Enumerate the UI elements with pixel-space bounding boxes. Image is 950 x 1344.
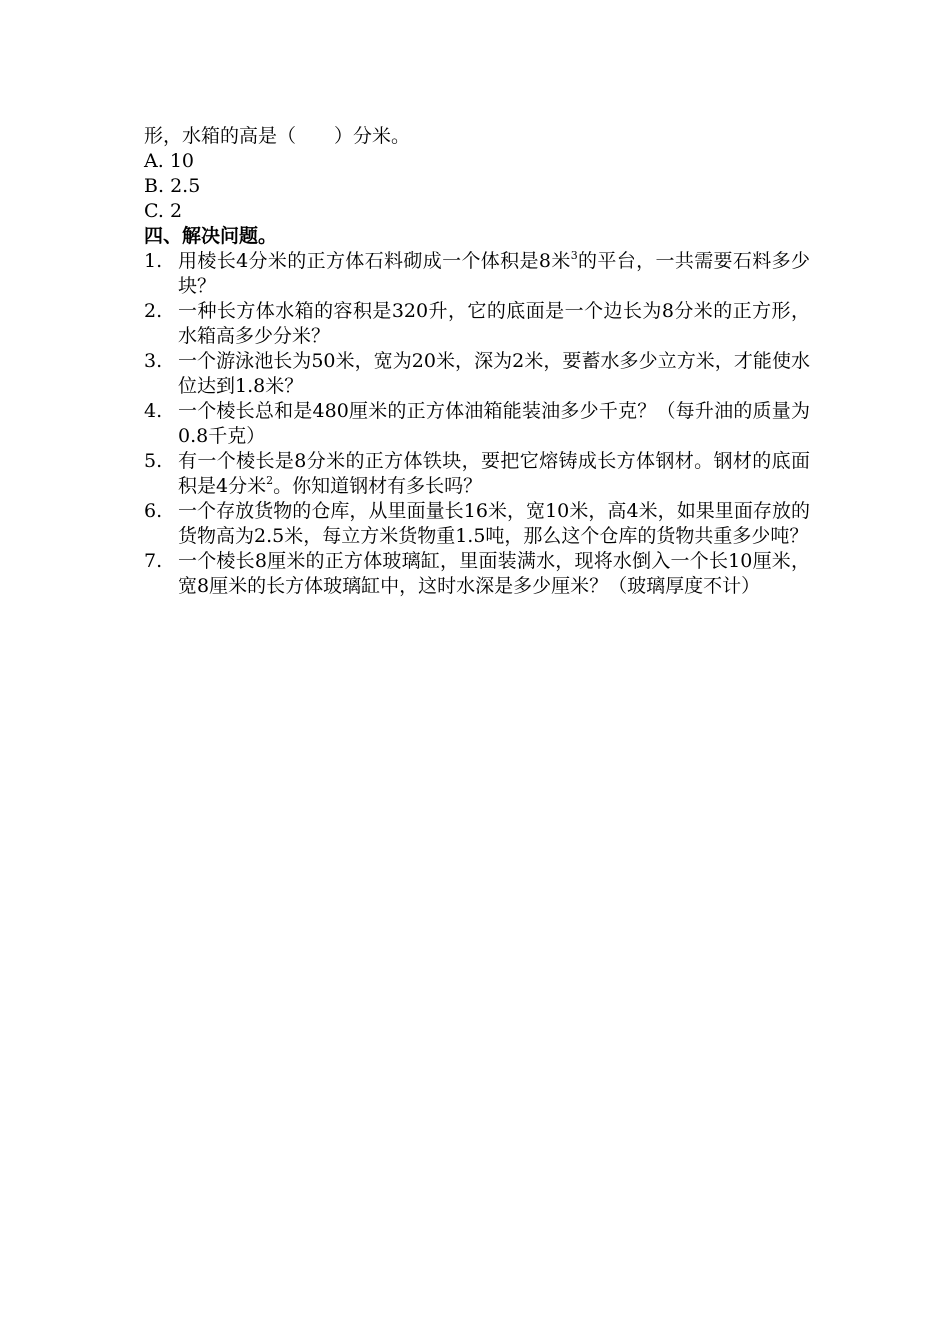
problem-item: [144, 449, 810, 499]
problem-number: 7.: [144, 550, 163, 572]
problem-number: 6.: [144, 500, 163, 522]
option-b: [144, 174, 810, 199]
superscript: 2: [266, 474, 274, 487]
problem-item: [144, 349, 810, 399]
problem-number: 5.: [144, 450, 163, 472]
problem-item: [144, 549, 810, 599]
problem-item: [144, 499, 810, 549]
option-a: [144, 149, 810, 174]
document-content: [144, 124, 810, 599]
option-value: 2.5: [170, 175, 201, 197]
superscript: 3: [570, 249, 578, 262]
problem-item: [144, 299, 810, 349]
problem-text: 一个存放货物的仓库，从里面量长16米，宽10米，高4米，如果里面存放的货物高为2.5米，每立方米货物重1.5吨，那么这个仓库的货物共重多少吨？: [178, 500, 810, 547]
problem-text: 用棱长4分米的正方体石料砌成一个体积是8米$^3$的平台，一共需要石料多少块？: [178, 249, 810, 297]
problem-text: 有一个棱长是8分米的正方体铁块，要把它熔铸成长方体钢材。钢材的底面积是4分米$^2$。你知道钢材有多长吗？: [178, 450, 810, 497]
problem-text: 一个棱长总和是480厘米的正方体油箱能装油多少千克？（每升油的质量为0.8千克）: [178, 400, 810, 447]
problem-item: [144, 249, 810, 299]
section-title: 四、解决问题。: [144, 225, 278, 247]
problem-text: 一个棱长8厘米的正方体玻璃缸，里面装满水，现将水倒入一个长10厘米，宽8厘米的长方体玻璃缸中，这时水深是多少厘米？（玻璃厚度不计）: [178, 550, 810, 597]
problem-number: 1.: [144, 250, 163, 272]
problem-item: [144, 399, 810, 449]
problem-text: 一种长方体水箱的容积是320升，它的底面是一个边长为8分米的正方形，水箱高多少分米？: [178, 300, 810, 347]
problem-text: 一个游泳池长为50米，宽为20米，深为2米，要蓄水多少立方米，才能使水位达到1.8米？: [178, 350, 810, 397]
option-letter: B.: [144, 175, 165, 197]
problem-number: 4.: [144, 400, 163, 422]
problem-number: 3.: [144, 350, 163, 372]
question-continuation: 形，水箱的高是（ ）分米。: [144, 125, 411, 147]
option-letter: C.: [144, 200, 164, 222]
option-value: 10: [169, 150, 194, 172]
option-letter: A.: [144, 150, 164, 172]
option-c: [144, 199, 810, 224]
problem-number: 2.: [144, 300, 163, 322]
option-value: 2: [169, 200, 183, 222]
